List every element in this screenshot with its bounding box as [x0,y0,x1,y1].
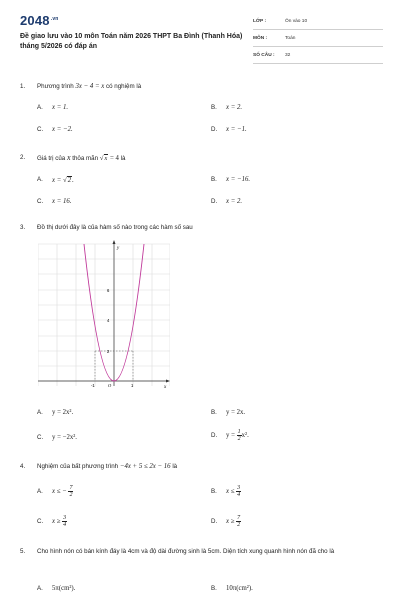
tick-x-1: 1 [131,383,134,388]
tick-y-6: 6 [107,288,110,293]
exam-meta [253,17,383,68]
exam-page: $2048^{.vn}$ Đề giao lưu vào 10 môn Toán năm 2026 THPT Ba Đình (Thanh Hóa) tháng 5/2026 có đáp án LỚP : Ôn vào 10 MÔN : Toán SỐ CÂU : 32 1. Phương trình 3x − 4 = x có nghiệm là A. x = 1. B. x = 2. C. x = −2. D. x = −1. 2. Giá trị của x thỏa mãn √x = 4 là A. x = √2. B. x = −16. C. x = 16. D. x = 2. 3. Đồ thị dưới đây là của hàm số nào trong các hàm số sau y x O 6 4 2 -1 1 A. y = 2x². B. y = 2x. C. y = −2x². D. y = $\frac{1}{2}$ x². 4. Nghiệm của bất phương trình −4x + 5 ≤ 2x − 16 là A. x ≤ − $\frac{7}{2}$ B. x ≤ $\frac{3}{4}$ C. x ≥ $\frac{3}{4}$ D. x ≥ $\frac{7}{2}$ 5. Cho hình nón có bán kính đáy là 4cm và độ dài đường sinh là 5cm. Diện tích xung quanh hình nón đã cho là A. 5π(cm²). B. 10π(cm²). [0,0,400,600]
meta-count: SỐ CÂU : 32 [253,51,383,64]
exam-title: Đề giao lưu vào 10 môn Toán năm 2026 THPT Ba Đình (Thanh Hóa) tháng 5/2026 có đáp án [20,33,243,50]
x-axis-arrow [166,380,170,383]
y-label: y [117,246,120,251]
tick-y-2: 2 [107,349,110,354]
y-axis-arrow [113,240,116,244]
site-logo[interactable]: $2048^{.vn}$ [20,13,59,28]
meta-class: LỚP : Ôn vào 10 [253,17,383,30]
x-label: x [164,385,167,390]
parabola-graph [38,240,170,390]
origin-label: O [108,383,112,388]
meta-subject: MÔN : Toán [253,34,383,47]
tick-y-4: 4 [107,318,110,323]
tick-x-neg1: -1 [91,383,95,388]
